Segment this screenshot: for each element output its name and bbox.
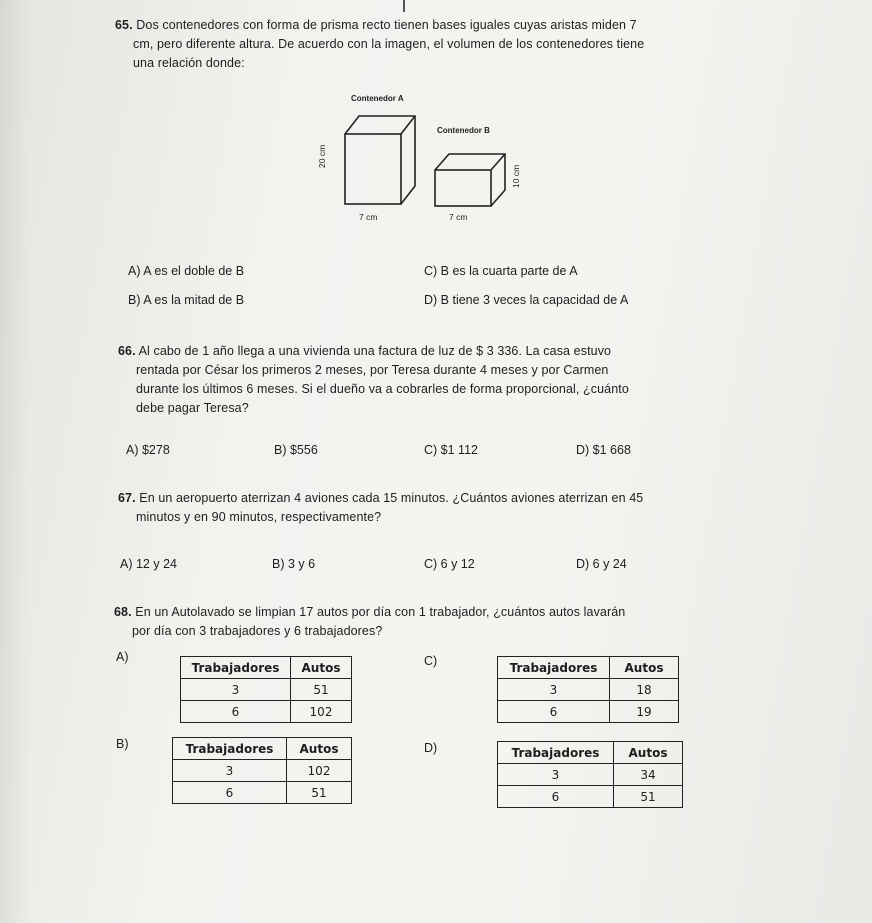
header-trabajadores: Trabajadores [498,742,614,764]
cell-autos: 34 [614,764,683,786]
cell-autos: 18 [610,679,679,701]
question-67-line-2: minutos y en 90 minutos, respectivamente? [136,510,382,524]
question-65-line-1 [115,16,835,35]
cell-trabajadores: 6 [181,701,291,723]
q67-option-a[interactable]: A) 12 y 24 [120,557,177,571]
q67-option-d[interactable]: D) 6 y 24 [576,557,627,571]
header-trabajadores: Trabajadores [181,657,291,679]
table-header-row [173,738,352,760]
table-header-row [498,657,679,679]
table-row [173,782,352,804]
q65-option-c[interactable]: C) B es la cuarta parte de A [424,264,578,278]
question-65 [115,16,835,73]
question-68 [114,603,834,641]
cell-trabajadores: 6 [498,701,610,723]
cell-trabajadores: 3 [173,760,287,782]
question-66-line-2: rentada por César los primeros 2 meses, por Teresa durante 4 meses y por Carmen [136,363,609,377]
q68-option-b-table[interactable] [172,737,352,804]
cell-trabajadores: 6 [173,782,287,804]
header-trabajadores: Trabajadores [173,738,287,760]
question-67-line-1 [118,489,838,508]
table-header-row [498,742,683,764]
q65-option-d[interactable]: D) B tiene 3 veces la capacidad de A [424,293,629,307]
cell-autos: 102 [287,760,352,782]
q66-option-d[interactable]: D) $1 668 [576,443,631,457]
header-trabajadores: Trabajadores [498,657,610,679]
table-row [498,679,679,701]
cell-autos: 19 [610,701,679,723]
table-header-row [181,657,352,679]
table-row [498,786,683,808]
table-row [181,701,352,723]
question-68-text-1: En un Autolavado se limpian 17 autos por día con 1 trabajador, ¿cuántos autos lavarán [135,605,626,619]
cell-trabajadores: 6 [498,786,614,808]
container-b-base: 7 cm [449,212,468,222]
page-shadow [0,0,30,923]
container-b-height: 10 cm [511,164,521,188]
cell-autos: 51 [614,786,683,808]
question-65-line-2: cm, pero diferente altura. De acuerdo con la imagen, el volumen de los contenedores tiene [133,37,645,51]
header-autos: Autos [610,657,679,679]
q65-option-a[interactable]: A) A es el doble de B [128,264,245,278]
prism-b [435,154,505,206]
header-autos: Autos [287,738,352,760]
q68-option-c-label[interactable]: C) [424,654,438,668]
q68-option-d-table[interactable] [497,741,683,808]
question-number: 66. [118,344,136,358]
header-autos: Autos [291,657,352,679]
question-66-line-1 [118,342,838,361]
question-number: 68. [114,605,132,619]
q68-option-d-label[interactable]: D) [424,741,438,755]
cell-trabajadores: 3 [498,764,614,786]
question-66-line-3: durante los últimos 6 meses. Si el dueño va a cobrarles de forma proporcional, ¿cuánto [136,382,629,396]
containers-figure [315,90,545,240]
question-65-line-3: una relación donde: [133,56,245,70]
question-number: 67. [118,491,136,505]
page-tick-mark [403,0,405,12]
table-row [173,760,352,782]
q68-option-a-label[interactable]: A) [116,650,129,664]
header-autos: Autos [614,742,683,764]
q66-option-c[interactable]: C) $1 112 [424,443,478,457]
question-66 [118,342,838,418]
container-b-label: Contenedor B [437,126,490,135]
question-66-line-4: debe pagar Teresa? [136,401,249,415]
q66-option-b[interactable]: B) $556 [274,443,318,457]
table-row [181,679,352,701]
question-68-line-1 [114,603,834,622]
q67-option-c[interactable]: C) 6 y 12 [424,557,475,571]
container-a-height: 20 cm [317,144,327,168]
cell-trabajadores: 3 [498,679,610,701]
question-67 [118,489,838,527]
cell-autos: 102 [291,701,352,723]
q66-option-a[interactable]: A) $278 [126,443,170,457]
cell-autos: 51 [291,679,352,701]
cell-autos: 51 [287,782,352,804]
container-a-base: 7 cm [359,212,378,222]
q68-option-c-table[interactable] [497,656,679,723]
q67-option-b[interactable]: B) 3 y 6 [272,557,316,571]
q68-option-a-table[interactable] [180,656,352,723]
question-67-text-1: En un aeropuerto aterrizan 4 aviones cada 15 minutos. ¿Cuántos aviones aterrizan en 45 [139,491,644,505]
q65-option-b[interactable]: B) A es la mitad de B [128,293,245,307]
prism-a [345,116,415,204]
question-65-text-1: Dos contenedores con forma de prisma recto tienen bases iguales cuyas aristas miden 7 [136,18,637,32]
q68-option-b-label[interactable]: B) [116,737,129,751]
question-66-text-1: Al cabo de 1 año llega a una vivienda una factura de luz de $ 3 336. La casa estuvo [138,344,612,358]
table-row [498,764,683,786]
cell-trabajadores: 3 [181,679,291,701]
container-a-label: Contenedor A [351,94,404,103]
table-row [498,701,679,723]
question-number: 65. [115,18,133,32]
question-68-line-2: por día con 3 trabajadores y 6 trabajadores? [132,624,383,638]
